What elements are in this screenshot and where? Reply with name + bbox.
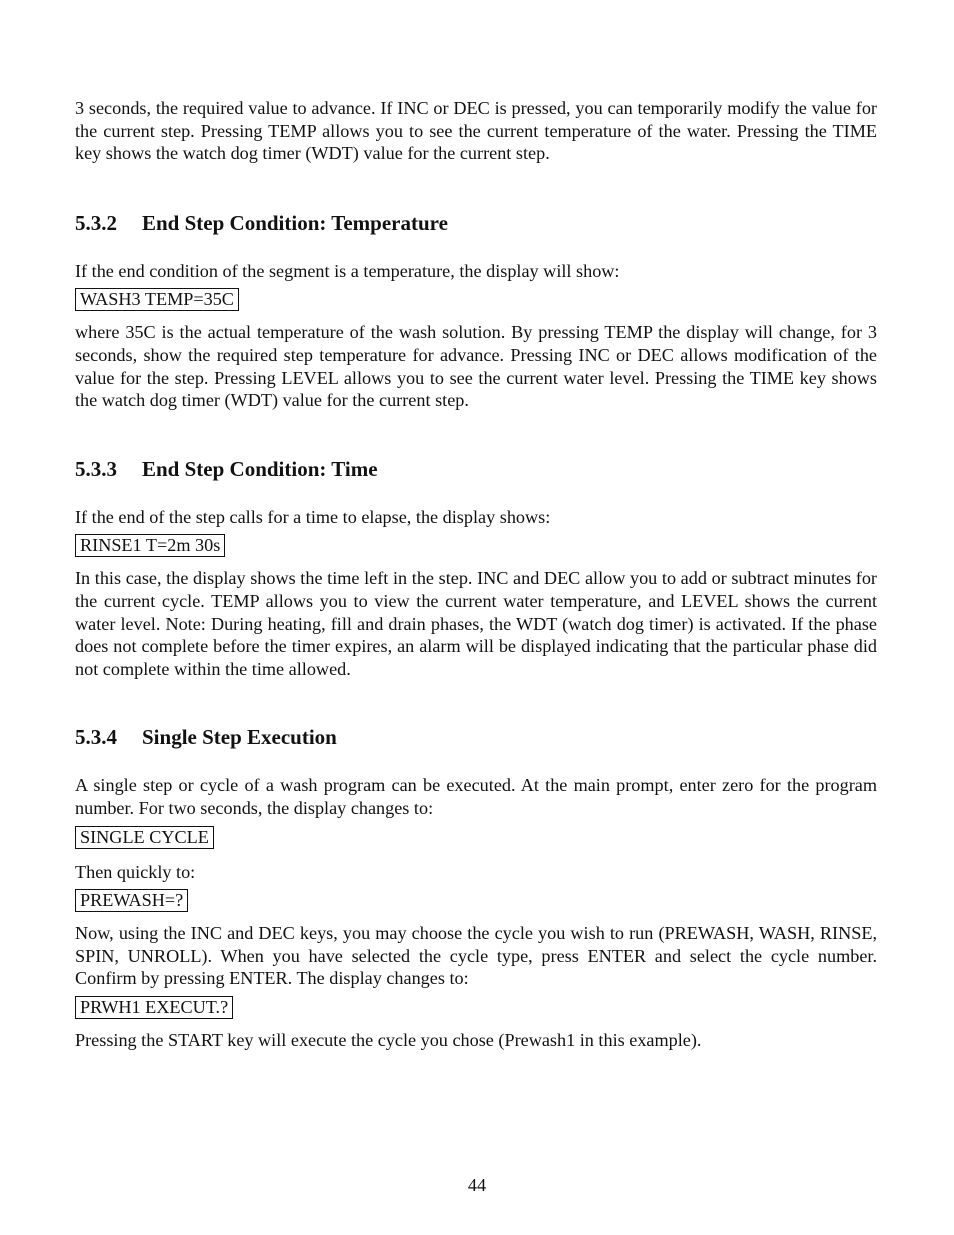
display-readout: PREWASH=? [75,889,188,912]
section-number: 5.3.2 [75,210,117,235]
section-title: End Step Condition: Time [142,456,378,481]
section-lead: A single step or cycle of a wash program can be executed. At the main prompt, enter zero for the program number. For two seconds, the display changes to: [75,775,877,818]
section-heading-5-3-4 [75,724,877,750]
display-readout: SINGLE CYCLE [75,826,214,849]
section-body: where 35C is the actual temperature of the wash solution. By pressing TEMP the display will change, for 3 seconds, show the required step temperature for advance. Pressing INC or DEC allows modification of the value for the step. Pressing LEVEL allows you to see the current water level. Pressing the TIME key shows the watch dog timer (WDT) value for the current step. [75,322,877,411]
section-number: 5.3.4 [75,725,117,750]
document-page [75,97,877,1051]
section-closing: Pressing the START key will execute the cycle you chose (Prewash1 in this example). [75,1029,702,1050]
section-title: End Step Condition: Temperature [142,210,448,235]
section-body: In this case, the display shows the time left in the step. INC and DEC allow you to add or subtract minutes for the current cycle. TEMP allows you to view the current water temperature, and LEVEL shows the current water level. Note: During heating, fill and drain phases, the WDT (watch dog timer) is activated. If the phase does not complete before the timer expires, an alarm will be displayed indicating that the particular phase did not complete within the time allowed. [75,568,877,679]
display-readout: PRWH1 EXECUT.? [75,996,233,1019]
section-lead: If the end of the step calls for a time to elapse, the display shows: [75,506,551,527]
display-readout: RINSE1 T=2m 30s [75,534,225,557]
section-title: Single Step Execution [142,725,337,750]
section-body: Now, using the INC and DEC keys, you may choose the cycle you wish to run (PREWASH, WASH, RINSE, SPIN, UNROLL). When you have selected the cycle type, press ENTER and select the cycle number. Confirm by pressing ENTER. The display changes to: [75,923,877,989]
page-number: 44 [467,1175,487,1195]
intro-paragraph: 3 seconds, the required value to advance. If INC or DEC is pressed, you can temporarily modify the value for the current step. Pressing TEMP allows you to see the current temperature of the water. Pressing the TIME key shows the watch dog timer (WDT) value for the current step. [75,98,877,164]
section-heading-5-3-3 [75,456,877,482]
section-number: 5.3.3 [75,456,117,481]
section-heading-5-3-2 [75,210,877,236]
section-lead: If the end condition of the segment is a temperature, the display will show: [75,260,620,281]
display-readout: WASH3 TEMP=35C [75,288,239,311]
section-then: Then quickly to: [75,861,196,882]
